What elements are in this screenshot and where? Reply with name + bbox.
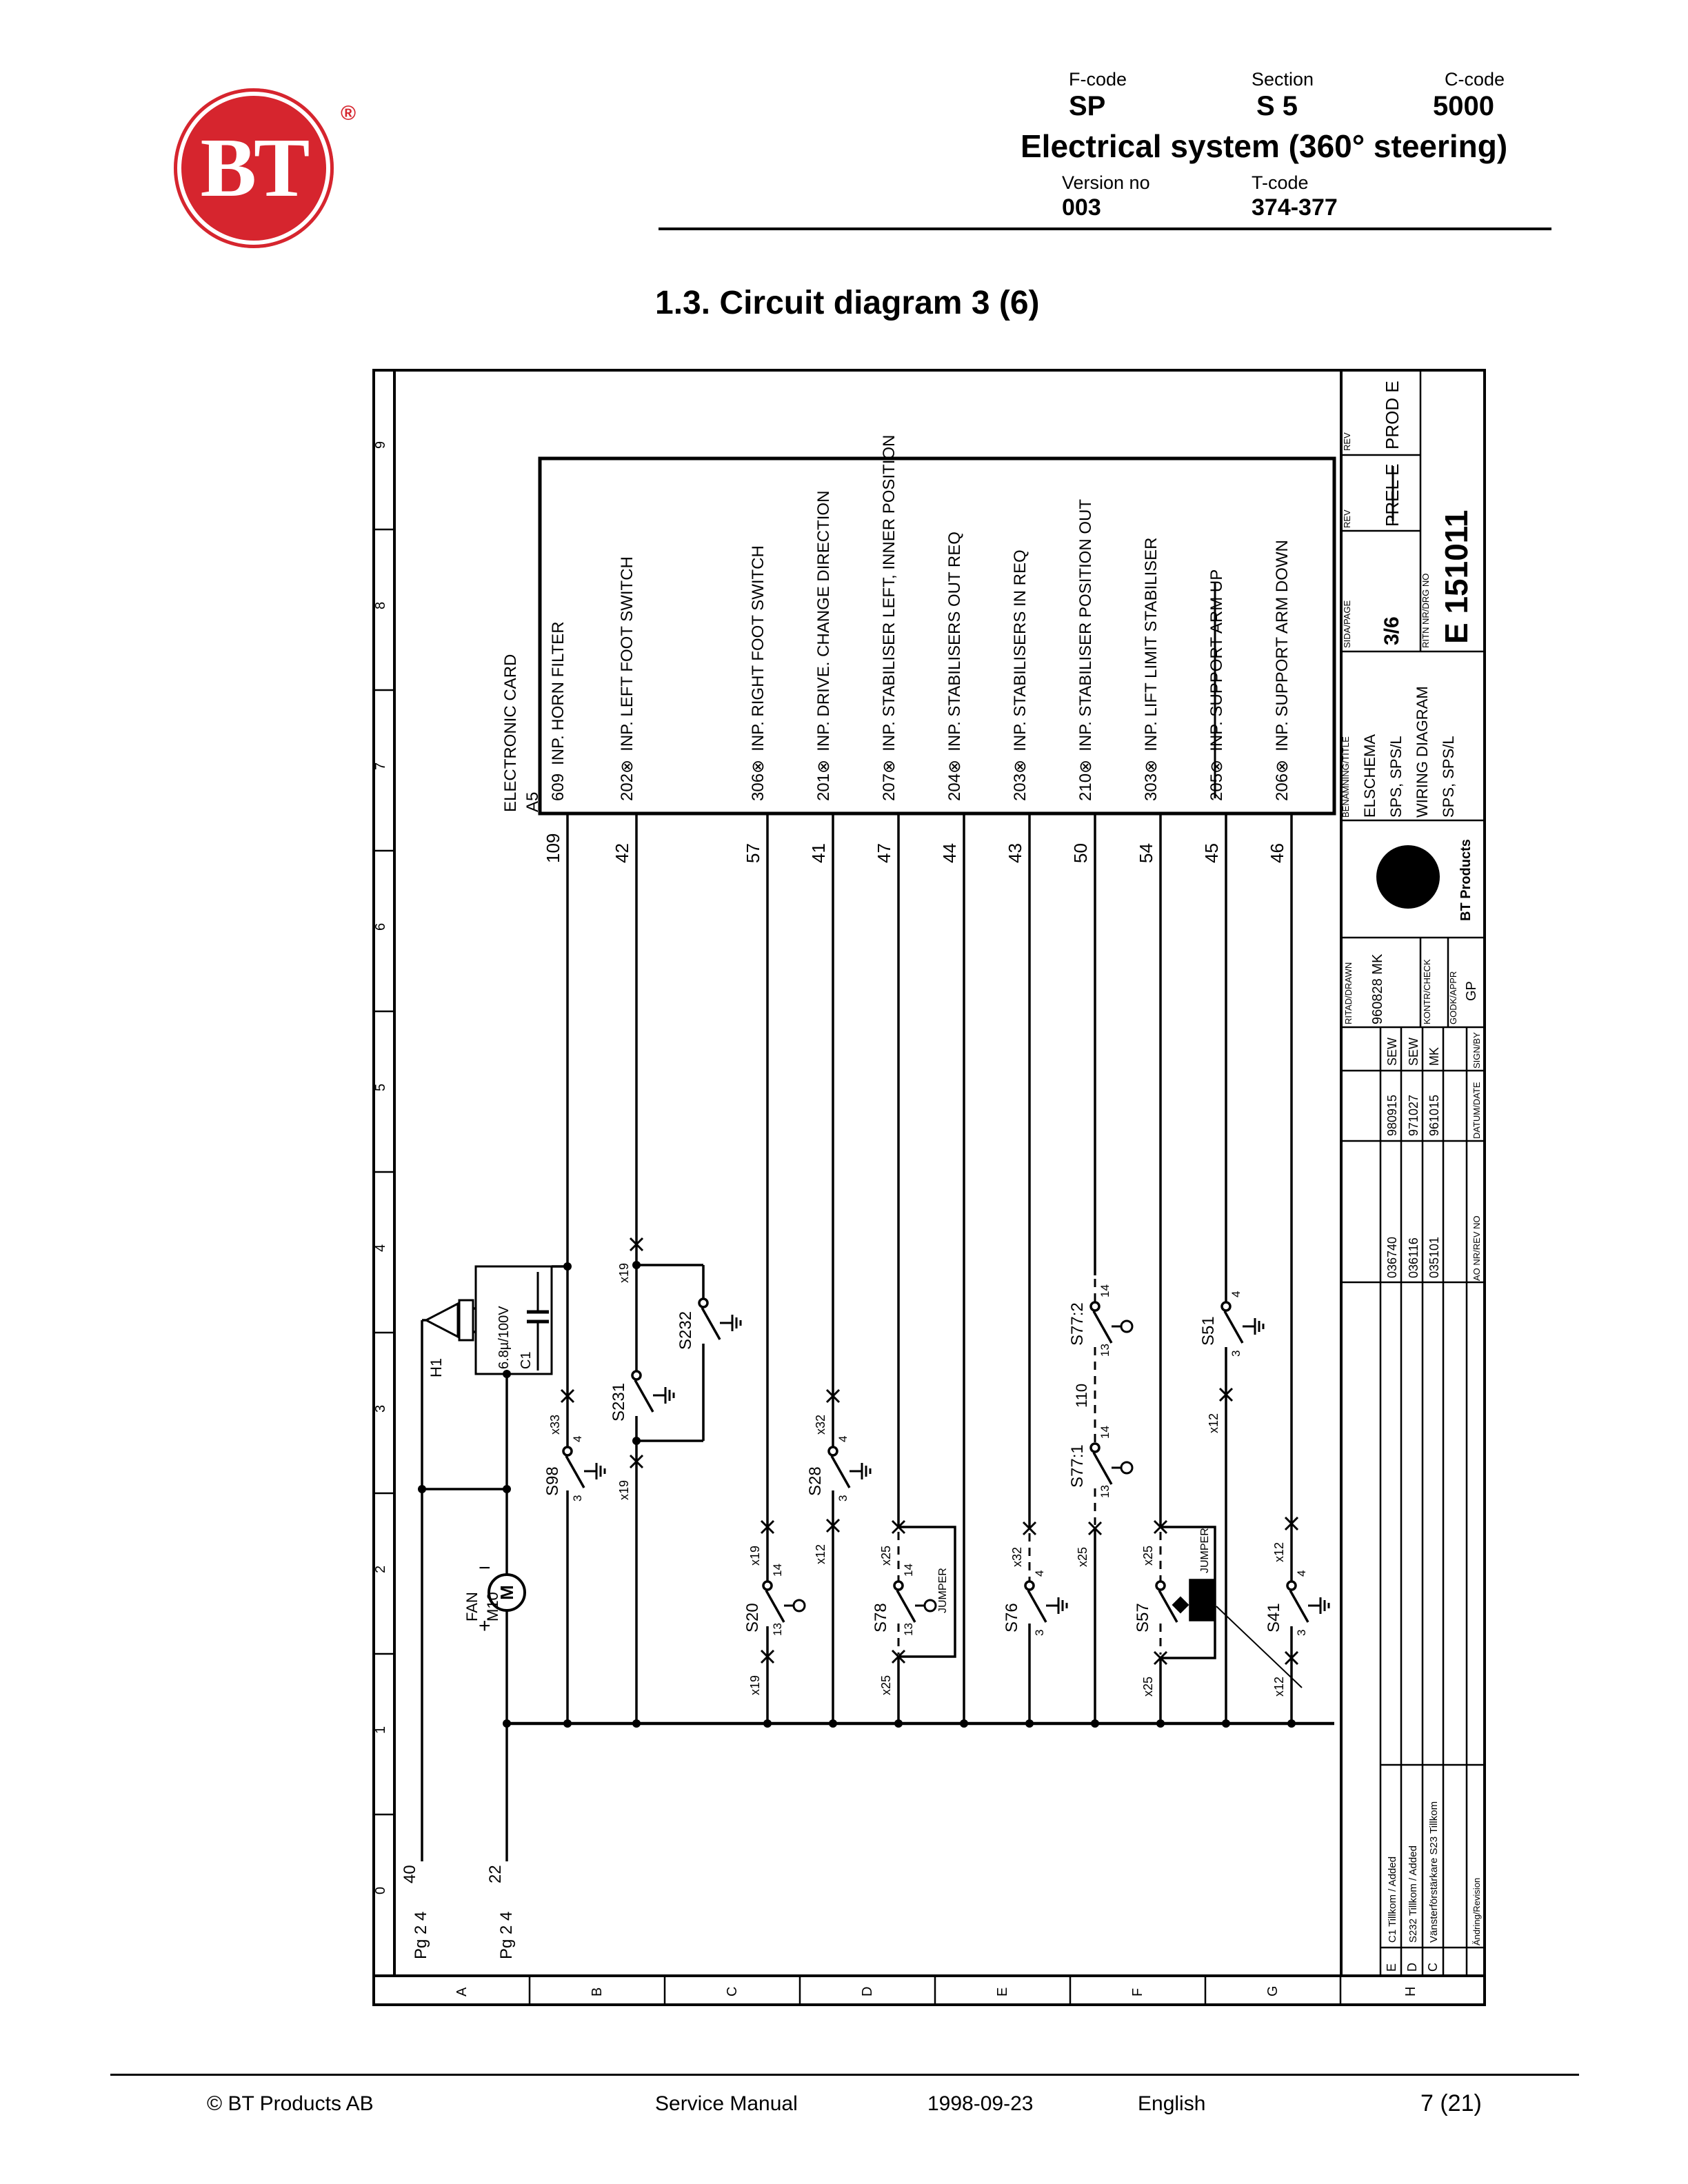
circuit-diagram [372,369,1486,2006]
contact-number: 4 [1229,1291,1243,1297]
wire-number: 43 [1005,843,1025,863]
connector-label: x25 [879,1675,893,1695]
contact-number: 13 [1098,1485,1112,1498]
rev-letter: C [1426,1963,1440,1972]
footer-rule [110,2074,1579,2076]
grid-row-label: 6 [373,922,388,931]
contact-number: 4 [1033,1570,1046,1577]
connector-label: x33 [548,1414,562,1435]
rev-date: 971027 [1407,1094,1420,1136]
rev-letter: E [1385,1963,1398,1972]
approve-value: GP [1464,981,1479,1001]
signal-label: 210⊗INP. STABILISER POSITION OUT [1076,498,1095,801]
system-title: Electrical system (360° steering) [1021,128,1508,164]
page-title: 1.3. Circuit diagram 3 (6) [655,285,1040,321]
connector-label: x25 [1141,1545,1155,1566]
drawing-title-line: ELSCHEMA [1361,734,1378,818]
check-header: KONTR/CHECK [1422,959,1432,1024]
drawing-title-line: SPS, SPS/L [1440,736,1457,818]
contact-number: 3 [571,1495,584,1502]
capacitor-label: C1 [519,1351,534,1369]
rev-date: 980915 [1385,1094,1399,1136]
minus-sign: − [479,1557,491,1579]
signal-label: 207⊗INP. STABILISER LEFT, INNER POSITION [880,434,898,801]
rev-order-number: 036740 [1385,1236,1399,1278]
footer-date: 1998-09-23 [927,2092,1034,2115]
version-value: 003 [1062,194,1101,221]
switch-label: S57 [1134,1603,1152,1632]
contact-number: 4 [1295,1570,1308,1577]
jumper-label: JUMPER [1199,1528,1211,1573]
grid-row-label: 3 [373,1404,388,1413]
grid-col-label: E [995,1987,1010,1996]
rev-header: REV [1342,432,1352,451]
drawing-title-line: SPS, SPS/L [1387,736,1405,818]
drawing-number-header: RITN NR/DRG NO [1420,573,1431,648]
connector-label: x19 [748,1545,762,1566]
wire-number: 44 [939,843,960,863]
connector-label: x25 [1141,1676,1155,1697]
switch-label: S20 [743,1603,762,1632]
prel-status: PREL E [1382,463,1403,527]
switch-label: S231 [610,1382,628,1422]
drawing-title-line: WIRING DIAGRAM [1414,686,1431,818]
contact-number: 14 [771,1564,784,1577]
grid-row-label: 0 [373,1886,388,1894]
contact-number: 3 [836,1495,850,1502]
wire-number: 45 [1201,843,1222,863]
horn-label: H1 [428,1357,445,1377]
rev-description: C1 Tillkom / Added [1387,1856,1398,1943]
signal-label: 303⊗INP. LIFT LIMIT STABILISER [1142,537,1160,801]
wire-number: 46 [1267,843,1287,863]
t-code-label: T-code [1252,172,1309,193]
signal-label: 609INP. HORN FILTER [549,621,567,801]
contact-number: 4 [571,1435,584,1442]
approve-header: GODK/APPR [1448,971,1458,1024]
c-code-value: 5000 [1433,91,1494,121]
grid-col-label: A [454,1987,470,1996]
connector-label: x12 [1272,1676,1286,1697]
signal-label: 202⊗INP. LEFT FOOT SWITCH [618,556,636,801]
connector-label: x32 [1010,1546,1024,1567]
wire-number: 42 [612,843,632,863]
switch-symbols [563,1299,1308,1622]
wire-number: 47 [874,843,894,863]
contact-number: 4 [836,1435,850,1442]
page-ref: Pg 2 4 [412,1911,430,1959]
f-code-label: F-code [1069,69,1127,90]
wire-number: 57 [743,843,763,863]
title-header: BENÄMNING/TITLE [1340,736,1351,818]
rev-description: Vänsterförstärkare S23 Tillkom [1428,1801,1440,1943]
contact-number: 3 [1229,1350,1243,1357]
bt-products-logo-text: BT [1395,859,1424,895]
grid-col-label: B [590,1987,605,1996]
drawn-header: RITAD/DRAWN [1343,962,1354,1024]
sheet-number: 3/6 [1380,616,1403,645]
t-code-value: 374-377 [1252,194,1338,221]
page-ref-wire: 22 [486,1865,505,1883]
wires [422,813,1334,1861]
switch-label: S28 [806,1466,825,1496]
connector-label: x19 [617,1262,631,1283]
switch-label: S41 [1265,1603,1283,1632]
contact-number: 13 [1098,1344,1112,1357]
switch-label: S98 [543,1466,562,1496]
signal-label: 204⊗INP. STABILISERS OUT REQ [945,532,964,801]
footer-language: English [1138,2092,1206,2115]
connector-label: x12 [1272,1541,1286,1562]
footer-manual: Service Manual [655,2092,798,2115]
signal-label: 203⊗INP. STABILISERS IN REQ [1011,549,1029,801]
grid-col-label: H [1403,1986,1418,1996]
drawn-value: 960828 MK [1370,953,1385,1024]
wire-number: 41 [808,843,829,863]
prod-status: PROD E [1382,381,1403,449]
fan-label: FAN [463,1592,481,1621]
switch-label: S51 [1199,1316,1218,1346]
signal-label: 206⊗INP. SUPPORT ARM DOWN [1273,540,1292,801]
rev-sign: MK [1427,1047,1441,1066]
rev-letter: D [1405,1963,1419,1972]
signal-label: 205⊗INP. SUPPORT ARM UP [1207,569,1226,801]
jumper-brackets [898,1527,1302,1688]
jumper-label: JUMPER [937,1568,949,1613]
bt-products-name: BT Products [1458,839,1474,921]
section-label: Section [1252,69,1314,90]
footer-copyright: © BT Products AB [207,2092,374,2115]
signal-label: 306⊗INP. RIGHT FOOT SWITCH [749,545,767,801]
rev-order-number: 035101 [1427,1236,1441,1278]
f-code-value: SP [1069,91,1106,121]
grid-col-label: D [860,1986,875,1996]
capacitor-value: 6.8µ/100V [496,1306,512,1369]
grid-row-label: 7 [373,762,388,770]
wire-number: 50 [1070,843,1091,863]
rev-header: REV [1342,509,1352,528]
registered-mark-icon: ® [341,102,356,125]
rev-description: S232 Tillkom / Added [1407,1846,1419,1943]
grid-row-label: 1 [373,1726,388,1734]
connector-label: x12 [1207,1413,1220,1433]
drawing-number: E 151011 [1438,509,1474,644]
card-label: ELECTRONIC CARD [501,654,520,812]
switch-label: S77:1 [1068,1444,1087,1488]
contact-number: 14 [1098,1426,1112,1439]
sign-header: SIGN/BY [1471,1032,1482,1069]
wire-number: 54 [1136,843,1156,863]
rev-sign: SEW [1385,1037,1399,1066]
link-wire-number: 110 [1073,1383,1090,1408]
rev-order-number: 036116 [1407,1237,1420,1278]
grid-row-label: 2 [373,1565,388,1573]
contact-number: 14 [1098,1284,1112,1297]
motor-m-glyph: M [496,1585,517,1600]
earth-actuator-symbols [584,1315,1329,1614]
contact-number: 13 [902,1623,915,1636]
header-rule [659,228,1551,230]
signal-label: 201⊗INP. DRIVE. CHANGE DIRECTION [814,490,833,801]
version-label: Version no [1062,172,1150,193]
grid-row-label: 9 [373,441,388,449]
motor-label: M10 [484,1592,501,1621]
connector-label: x25 [879,1545,893,1566]
switch-label: S78 [872,1603,890,1632]
grid-row-label: 4 [373,1244,388,1252]
grid-row-label: 8 [373,601,388,609]
grid-col-label: C [725,1986,740,1996]
connector-label: x19 [748,1675,762,1695]
grid-col-label: G [1265,1985,1280,1996]
grid-col-label: F [1130,1988,1145,1996]
connector-label: x32 [814,1414,827,1435]
page-ref-wire: 40 [401,1865,419,1883]
bt-logo [174,88,334,248]
contact-number: 13 [771,1623,784,1636]
switch-label: S232 [676,1311,695,1350]
wire-number: 109 [543,833,563,863]
date-header: DATUM/DATE [1471,1082,1482,1139]
revision-header: Ändring/Revision [1471,1877,1482,1945]
rev-date: 961015 [1427,1094,1441,1136]
connector-label: x25 [1076,1546,1089,1567]
plus-sign: + [479,1615,491,1637]
page-ref: Pg 2 4 [497,1911,516,1959]
bt-logo-text: BT [200,121,308,214]
c-code-label: C-code [1445,69,1505,90]
order-number-header: AO NR/REV NO [1471,1215,1482,1281]
contact-number: 14 [902,1564,915,1577]
contact-number: 3 [1033,1629,1046,1636]
section-value: S 5 [1256,91,1298,121]
contact-number: 3 [1295,1629,1308,1636]
card-label: A5 [523,791,542,812]
grid-row-label: 5 [373,1083,388,1091]
connector-label: x19 [617,1479,631,1500]
rev-sign: SEW [1407,1037,1420,1066]
page-header: SIDA/PAGE [1342,600,1352,648]
switch-label: S77:2 [1068,1302,1087,1346]
connector-label: x12 [814,1544,827,1564]
footer-page-number: 7 (21) [1420,2090,1482,2116]
switch-label: S76 [1003,1603,1021,1632]
